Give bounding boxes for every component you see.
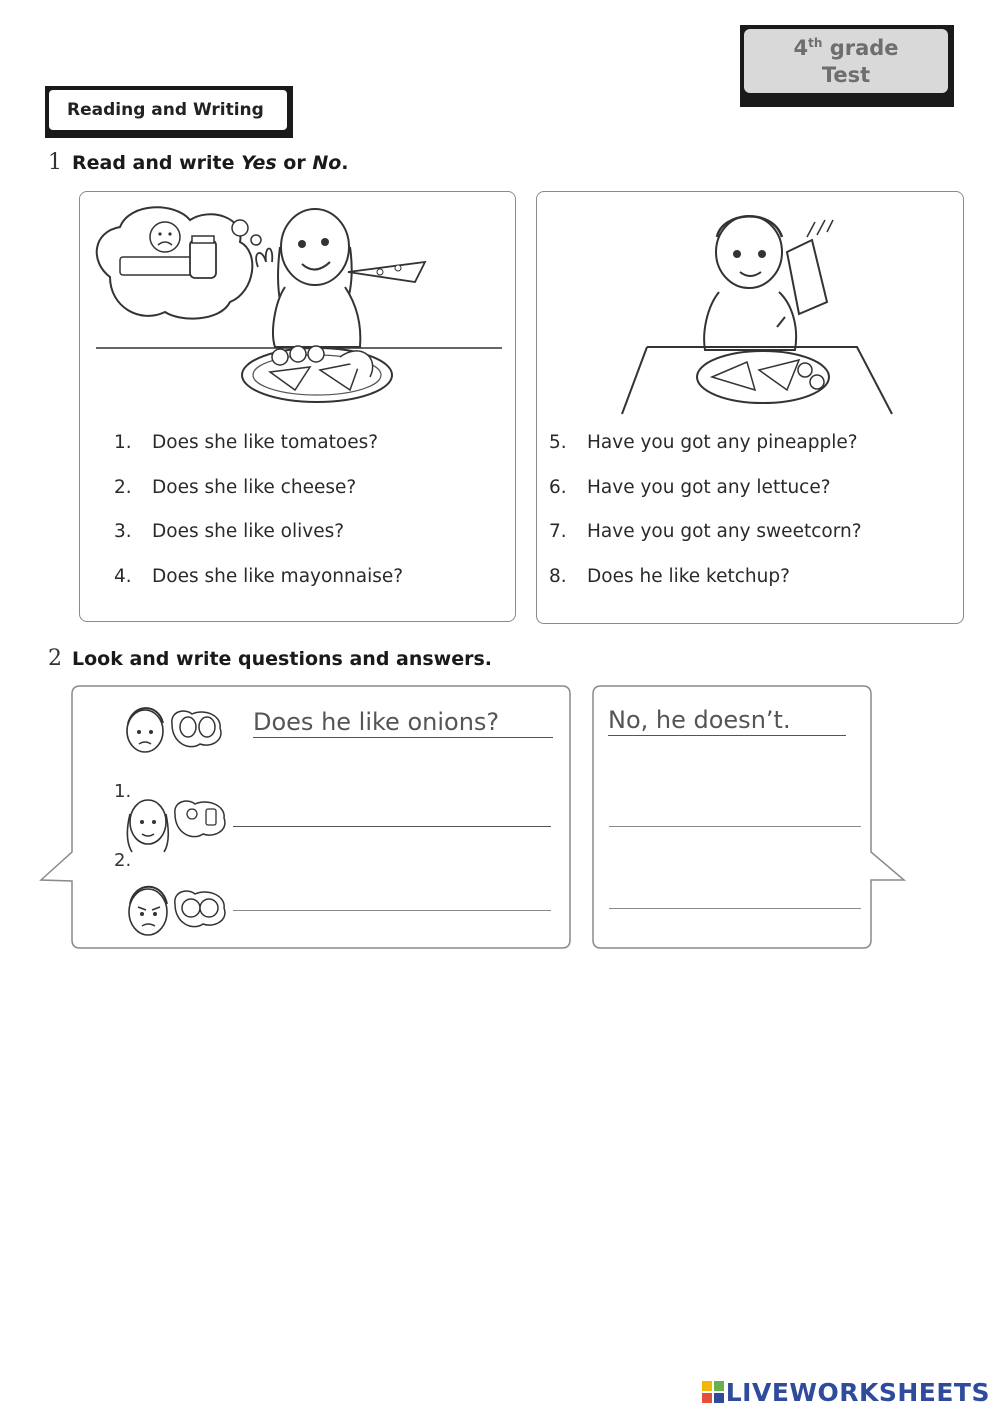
section-title: Reading and Writing bbox=[49, 90, 287, 130]
tomato-icon bbox=[182, 899, 200, 917]
question-text: Does she like mayonnaise? bbox=[152, 565, 404, 587]
question-item bbox=[114, 430, 403, 475]
question-item bbox=[114, 475, 403, 520]
right-question-list bbox=[549, 430, 862, 608]
row-label-1: 1. bbox=[114, 781, 132, 802]
hand-icon bbox=[120, 257, 200, 275]
question-number: 1. bbox=[114, 432, 132, 453]
question-item bbox=[114, 564, 403, 609]
jar-icon bbox=[206, 809, 216, 825]
row-label-2: 2. bbox=[114, 850, 132, 871]
olive-icon bbox=[187, 809, 197, 819]
mayonnaise-jar-icon bbox=[190, 240, 216, 278]
girl-pizza-illustration bbox=[80, 192, 514, 412]
question-item bbox=[114, 519, 403, 564]
test-label: Test bbox=[821, 63, 871, 87]
sad-face-icon bbox=[150, 222, 180, 252]
onion-icon bbox=[180, 717, 196, 737]
boy-ketchup-illustration bbox=[537, 192, 962, 417]
question-number: 6. bbox=[549, 476, 567, 498]
yes-word: Yes bbox=[241, 152, 277, 174]
exercise1-title bbox=[48, 150, 349, 175]
girl-hand-icon bbox=[256, 249, 272, 268]
question-item bbox=[549, 475, 862, 520]
exercise1-right-panel bbox=[536, 191, 964, 624]
question-item bbox=[549, 519, 862, 564]
left-question-list bbox=[114, 430, 403, 608]
question-text: Does she like olives? bbox=[152, 521, 345, 542]
question-item bbox=[549, 564, 862, 609]
question-line-2[interactable] bbox=[233, 910, 551, 911]
example-question: Does he like onions? bbox=[253, 708, 500, 736]
question-number: 8. bbox=[549, 565, 567, 587]
grade-word: grade bbox=[829, 36, 899, 60]
question-text: Have you got any sweetcorn? bbox=[587, 521, 862, 542]
kids-food-illustrations bbox=[120, 696, 232, 961]
example-answer-line bbox=[608, 735, 846, 736]
grade-number: 4 bbox=[793, 36, 809, 60]
boy-head bbox=[716, 216, 782, 288]
question-number: 7. bbox=[549, 521, 567, 542]
boy-tomato-face bbox=[129, 887, 225, 935]
exercise2-title bbox=[48, 646, 492, 671]
question-text: Does he like ketchup? bbox=[587, 565, 790, 587]
ketchup-bottle-icon bbox=[787, 240, 827, 314]
boy-onion-face bbox=[127, 708, 221, 752]
brand-text: LIVEWORKSHEETS bbox=[725, 1378, 990, 1407]
question-text: Does she like tomatoes? bbox=[152, 432, 379, 453]
example-answer: No, he doesn’t. bbox=[608, 706, 791, 734]
question-number: 2. bbox=[114, 476, 132, 498]
exercise1-instruction: Read and write bbox=[72, 152, 242, 174]
period: . bbox=[341, 152, 349, 174]
girl-food-face bbox=[127, 800, 225, 852]
question-number: 5. bbox=[549, 432, 567, 453]
no-word: No bbox=[312, 152, 342, 174]
exercise2-instruction: Look and write questions and answers. bbox=[72, 648, 493, 670]
question-number: 3. bbox=[114, 521, 132, 542]
grade-suffix: th bbox=[808, 36, 823, 50]
grade-label bbox=[744, 29, 948, 93]
exercise1-left-panel bbox=[79, 191, 516, 622]
exercise1-number: 1 bbox=[48, 150, 62, 175]
question-text: Does she like cheese? bbox=[152, 476, 357, 498]
girl-body bbox=[273, 287, 360, 347]
girl-head bbox=[281, 209, 349, 285]
question-line-1[interactable] bbox=[233, 826, 551, 827]
liveworksheets-icon bbox=[702, 1381, 724, 1403]
tomato-icon bbox=[200, 899, 218, 917]
answer-line-1[interactable] bbox=[609, 826, 861, 827]
liveworksheets-logo bbox=[702, 1378, 990, 1407]
pizza-slice-icon bbox=[348, 262, 425, 282]
grade-badge bbox=[740, 25, 954, 107]
or-word: or bbox=[276, 152, 313, 174]
question-item bbox=[549, 430, 862, 475]
onion-icon bbox=[199, 717, 215, 737]
question-text: Have you got any pineapple? bbox=[587, 432, 858, 453]
question-number: 4. bbox=[114, 565, 132, 587]
example-question-line bbox=[253, 737, 553, 738]
section-header bbox=[45, 86, 293, 138]
exercise2-number: 2 bbox=[48, 646, 62, 671]
question-text: Have you got any lettuce? bbox=[587, 476, 831, 498]
answer-line-2[interactable] bbox=[609, 908, 861, 909]
